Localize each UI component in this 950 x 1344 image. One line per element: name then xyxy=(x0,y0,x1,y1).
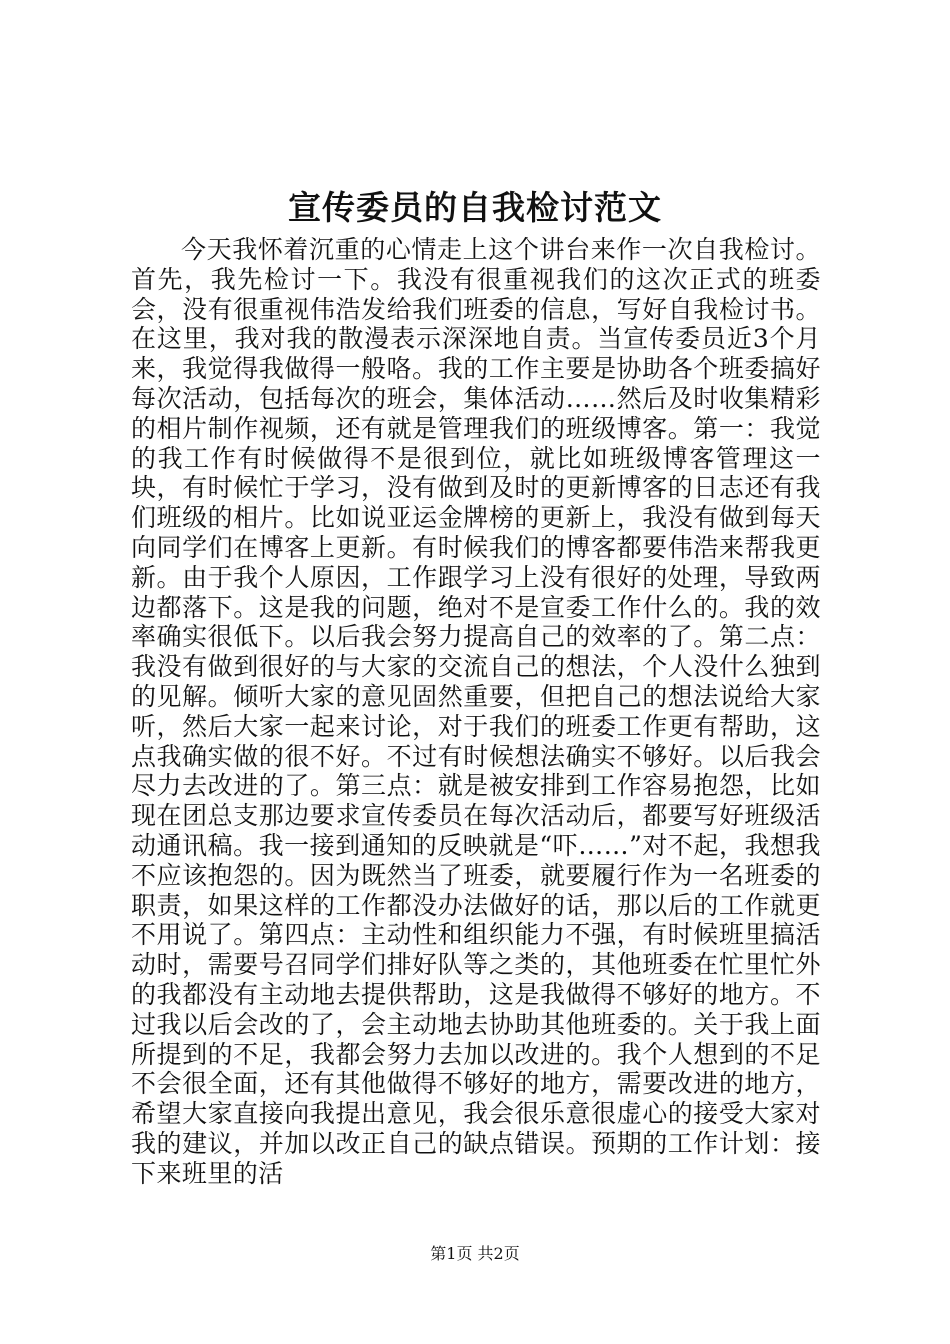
page-number-footer: 第1页 共2页 xyxy=(430,1244,520,1263)
document-title: 宣传委员的自我检讨范文 xyxy=(288,188,662,227)
document-body: 今天我怀着沉重的心情走上这个讲台来作一次自我检讨。首先，我先检讨一下。我没有很重视我们的这次正式的班委会，没有很重视伟浩发给我们班委的信息，写好自我检讨书。在这里，我对我的散漫表示深深地自责。当宣传委员近3个月来，我觉得我做得一般咯。我的工作主要是协助各个班委搞好每次活动，包括每次的班会，集体活动……然后及时收集精彩的相片制作视频，还有就是管理我们的班级博客。第一：我觉的我工作有时候做得不是很到位，就比如班级博客管理这一块，有时候忙于学习，没有做到及时的更新博客的日志还有我们班级的相片。比如说亚运金牌榜的更新上，我没有做到每天向同学们在博客上更新。有时候我们的博客都要伟浩来帮我更新。由于我个人原因，工作跟学习上没有很好的处理，导致两边都落下。这是我的问题，绝对不是宣委工作什么的。我的效率确实很低下。以后我会努力提高自己的效率的了。第二点：我没有做到很好的与大家的交流自己的想法，个人没什么独到的见解。倾听大家的意见固然重要，但把自己的想法说给大家听，然后大家一起来讨论，对于我们的班委工作更有帮助，这点我确实做的很不好。不过有时候想法确实不够好。以后我会尽力去改进的了。第三点：就是被安排到工作容易抱怨，比如现在团总支那边要求宣传委员在每次活动后，都要写好班级活动通讯稿。我一接到通知的反映就是“吓……”对不起，我想我不应该抱怨的。因为既然当了班委，就要履行作为一名班委的职责，如果这样的工作都没办法做好的话，那以后的工作就更不用说了。第四点：主动性和组织能力不强，有时候班里搞活动时，需要号召同学们排好队等之类的，其他班委在忙里忙外的我都没有主动地去提供帮助，这是我做得不够好的地方。不过我以后会改的了，会主动地去协助其他班委的。关于我上面所提到的不足，我都会努力去加以改进的。我个人想到的不足不会很全面，还有其他做得不够好的地方，需要改进的地方，希望大家直接向我提出意见，我会很乐意很虚心的接受大家对我的建议，并加以改正自己的缺点错误。预期的工作计划：接下来班里的活 xyxy=(131,235,821,1188)
